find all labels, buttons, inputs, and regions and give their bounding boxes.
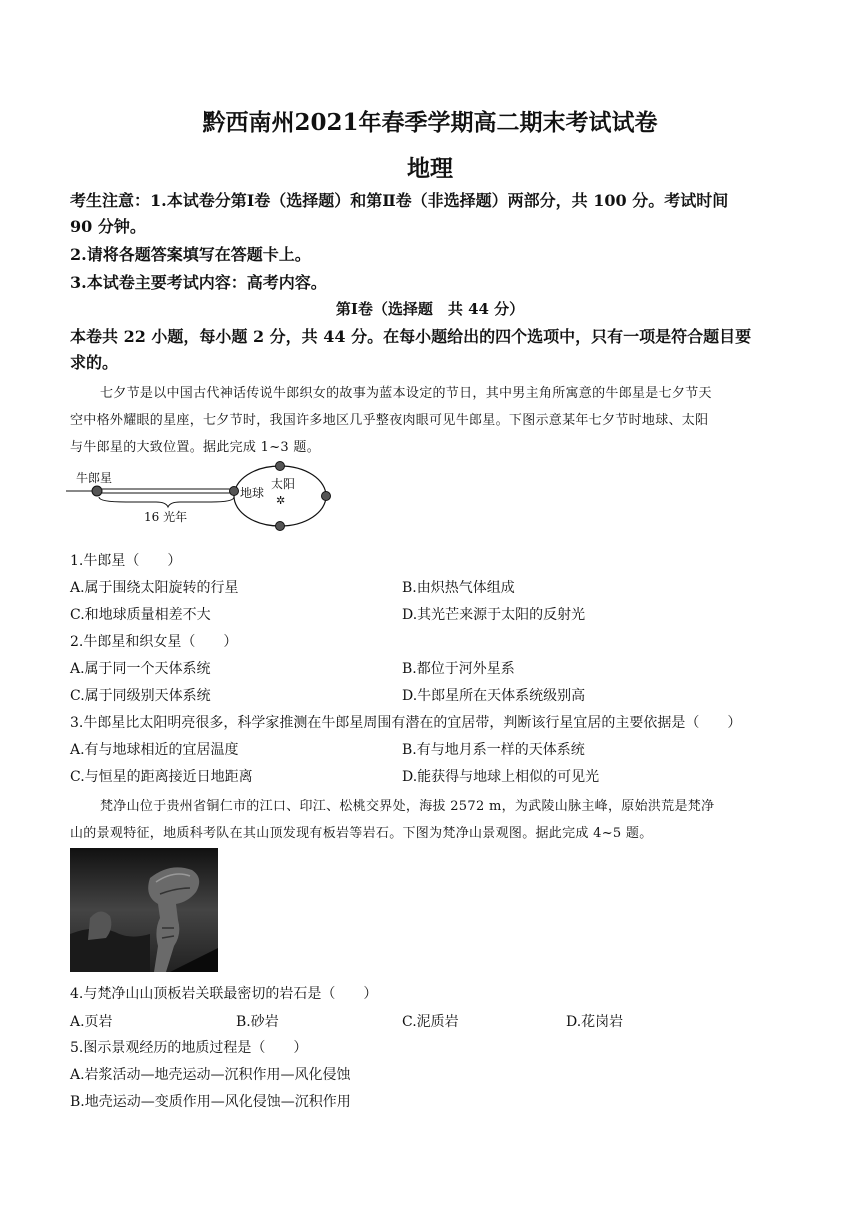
altair-star bbox=[92, 486, 102, 496]
earth-point bbox=[230, 487, 239, 496]
question-2-option-b: B.都位于河外星系 bbox=[402, 661, 515, 677]
notice-line-4: 3.本试卷主要考试内容：高考内容。 bbox=[70, 273, 327, 292]
question-1-option-c: C.和地球质量相差不大 bbox=[70, 607, 211, 623]
question-2-option-d: D.牛郎星所在天体系统级别高 bbox=[402, 688, 586, 704]
distance-brace bbox=[99, 497, 234, 507]
passage1-line-3: 与牛郎星的大致位置。据此完成 1~3 题。 bbox=[70, 440, 320, 455]
photo-illustration bbox=[70, 848, 218, 972]
question-3-stem: 3.牛郎星比太阳明亮很多，科学家推测在牛郎星周围有潜在的宜居带，判断该行星宜居的主要依据是（ ） bbox=[70, 715, 742, 731]
section-instruction-1: 本卷共 22 小题，每小题 2 分，共 44 分。在每小题给出的四个选项中，只有一项是符合题目要 bbox=[70, 327, 752, 346]
notice-line-2: 90 分钟。 bbox=[70, 217, 146, 236]
orbit-point-right bbox=[322, 492, 331, 501]
subject-title: 地理 bbox=[407, 155, 453, 182]
exam-title: 黔西南州2021年春季学期高二期末考试试卷 bbox=[202, 109, 658, 136]
earth-label: 地球 bbox=[240, 486, 265, 500]
sun-icon: ✲ bbox=[276, 494, 286, 507]
question-4-option-b: B.砂岩 bbox=[236, 1014, 279, 1030]
passage2-line-1: 梵净山位于贵州省铜仁市的江口、印江、松桃交界处，海拔 2572 m，为武陵山脉主峰，原始洪荒是梵净 bbox=[100, 799, 715, 814]
passage1-line-2: 空中格外耀眼的星座，七夕节时，我国许多地区几乎整夜肉眼可见牛郎星。下图示意某年七夕节时地球、太阳 bbox=[70, 413, 709, 428]
orbit-point-bottom bbox=[276, 522, 285, 531]
question-4-option-c: C.泥质岩 bbox=[402, 1014, 459, 1030]
question-2-option-a: A.属于同一个天体系统 bbox=[70, 661, 211, 677]
section-instruction-2: 求的。 bbox=[70, 353, 119, 372]
question-1-stem: 1.牛郎星（ ） bbox=[70, 553, 182, 569]
orbit-point-top bbox=[276, 462, 285, 471]
distance-label: 16 光年 bbox=[144, 510, 188, 524]
question-5-option-a: A.岩浆活动—地壳运动—沉积作用—风化侵蚀 bbox=[70, 1067, 351, 1083]
fanjingshan-photo bbox=[70, 848, 218, 972]
question-3-option-d: D.能获得与地球上相似的可见光 bbox=[402, 769, 600, 785]
star-label: 牛郎星 bbox=[76, 471, 113, 485]
question-3-option-b: B.有与地月系一样的天体系统 bbox=[402, 742, 585, 758]
question-1-option-b: B.由炽热气体组成 bbox=[402, 580, 515, 596]
section-heading: 第Ⅰ卷（选择题 共 44 分） bbox=[335, 300, 525, 318]
sun-label: 太阳 bbox=[271, 477, 296, 491]
notice-line-1: 考生注意：1.本试卷分第Ⅰ卷（选择题）和第Ⅱ卷（非选择题）两部分，共 100 分。考试时间 bbox=[70, 191, 729, 210]
passage2-line-2: 山的景观特征，地质科考队在其山顶发现有板岩等岩石。下图为梵净山景观图。据此完成 4~5 题。 bbox=[70, 826, 653, 841]
question-3-option-c: C.与恒星的距离接近日地距离 bbox=[70, 769, 253, 785]
question-2-stem: 2.牛郎星和织女星（ ） bbox=[70, 634, 238, 650]
question-1-option-a: A.属于围绕太阳旋转的行星 bbox=[70, 580, 239, 596]
question-1-option-d: D.其光芒来源于太阳的反射光 bbox=[402, 607, 586, 623]
orbit-diagram bbox=[66, 460, 346, 536]
question-4-option-d: D.花岗岩 bbox=[566, 1014, 624, 1030]
question-2-option-c: C.属于同级别天体系统 bbox=[70, 688, 211, 704]
question-5-option-b: B.地壳运动—变质作用—风化侵蚀—沉积作用 bbox=[70, 1094, 351, 1110]
question-3-option-a: A.有与地球相近的宜居温度 bbox=[70, 742, 239, 758]
question-5-stem: 5.图示景观经历的地质过程是（ ） bbox=[70, 1040, 308, 1056]
question-4-stem: 4.与梵净山山顶板岩关联最密切的岩石是（ ） bbox=[70, 986, 378, 1002]
question-4-option-a: A.页岩 bbox=[70, 1014, 113, 1030]
passage1-line-1: 七夕节是以中国古代神话传说牛郎织女的故事为蓝本设定的节日，其中男主角所寓意的牛郎星是七夕节天 bbox=[100, 386, 712, 401]
notice-line-3: 2.请将各题答案填写在答题卡上。 bbox=[70, 245, 311, 264]
